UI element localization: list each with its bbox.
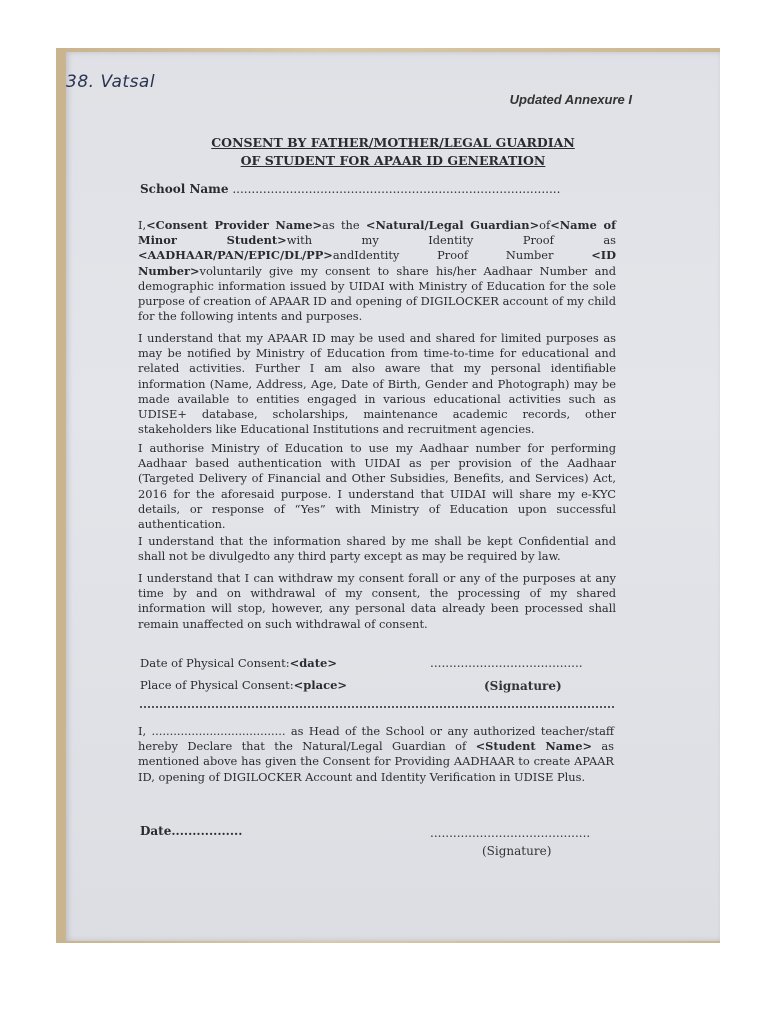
declaration-text: I, ..................................... as Head of the School or any authorized teacher/staff hereby Declare that the Natural/Legal Guardian of <box>138 724 614 754</box>
paragraph-consent <box>138 218 616 324</box>
paragraph-apaar-usage: I understand that my APAAR ID may be used and shared for limited purposes as may be notified by Ministry of Education from time-to-time for educational and related activities. Further I am also aware that my personal identifiable information (Name, Address, Age, Date of Birth, Gender and Photograph) may be made available to entities engaged in various educational activities such as UDISE+ database, scholarships, maintenance academic records, other stakeholders like Educational Institutions and recruitment agencies. <box>138 331 616 437</box>
consent-place-placeholder: <place> <box>293 678 348 692</box>
minor-name-placeholder: <Name of Minor Student> <box>138 218 616 248</box>
paragraph-declaration <box>138 724 614 785</box>
id-proof-placeholder: <AADHAAR/PAN/EPIC/DL/PP> <box>138 248 333 263</box>
consent-place-field <box>140 678 347 692</box>
form-title-line2: OF STUDENT FOR APAAR ID GENERATION <box>240 153 546 168</box>
p1-text: andIdentity Proof Number <box>332 248 592 263</box>
consent-place-label: Place of Physical Consent: <box>140 678 294 692</box>
school-name-dots: ...................................................................................... <box>232 182 561 196</box>
footer-date-field: Date................. <box>140 824 243 838</box>
consent-date-label: Date of Physical Consent: <box>140 656 290 670</box>
p1-text: as the <box>322 218 366 232</box>
paragraph-withdrawal: I understand that I can withdraw my consent forall or any of the purposes at any time by and on withdrawal of my consent, the processing of my shared information will stop, however, any personal data already been processed shall remain unaffected on such withdrawal of consent. <box>138 571 616 631</box>
school-name-field <box>140 182 560 196</box>
signature-dots-2: .......................................... <box>430 826 591 840</box>
paragraph-authentication: I authorise Ministry of Education to use my Aadhaar number for performing Aadhaar based authentication with UIDAI as per provision of the Aadhaar (Targeted Delivery of Financial and Other Subsidies, Benefits, and Services) Act, 2016 for the aforesaid purpose. I understand that UIDAI will share my e-KYC details, or response of “Yes” with Ministry of Education upon successful authentication. <box>138 441 616 532</box>
student-name-placeholder: <Student Name> <box>475 739 592 754</box>
annexure-label: Updated Annexure I <box>509 92 632 107</box>
signature-dots-1: ........................................ <box>430 656 583 670</box>
declaration-text: as mentioned above has given the Consent for Providing AADHAAR to create APAAR ID, opening of DIGILOCKER Account and Identity Verification in UDISE Plus. <box>138 739 615 784</box>
consent-form-sheet <box>66 52 720 941</box>
paragraph-confidentiality: I understand that the information shared by me shall be kept Confidential and shall not be divulgedto any third party except as may be required by law. <box>138 534 616 564</box>
form-title-line1: CONSENT BY FATHER/MOTHER/LEGAL GUARDIAN <box>211 135 575 150</box>
consent-provider-placeholder: <Consent Provider Name> <box>146 218 323 232</box>
signature-label-2: (Signature) <box>482 844 552 858</box>
p1-text: with my Identity Proof as <box>286 233 616 248</box>
p1-text: I, <box>138 218 147 232</box>
consent-date-field <box>140 656 337 670</box>
id-number-placeholder: <ID Number> <box>138 248 616 278</box>
handwritten-note: 38. Vatsal <box>66 72 156 92</box>
p1-text: of <box>539 218 551 232</box>
consent-date-placeholder: <date> <box>289 656 337 670</box>
p1-text: voluntarily give my consent to share his/her Aadhaar Number and demographic information issued by UIDAI with Ministry of Education for the sole purpose of creation of APAAR ID and opening of DIGILOCKER account of my child for the following intents and purposes. <box>138 263 616 324</box>
signature-label-1: (Signature) <box>484 679 562 693</box>
separator-dotted-line <box>140 706 614 708</box>
form-title <box>66 134 720 170</box>
guardian-type-placeholder: <Natural/Legal Guardian> <box>365 218 540 232</box>
school-name-label: School Name <box>140 182 229 196</box>
